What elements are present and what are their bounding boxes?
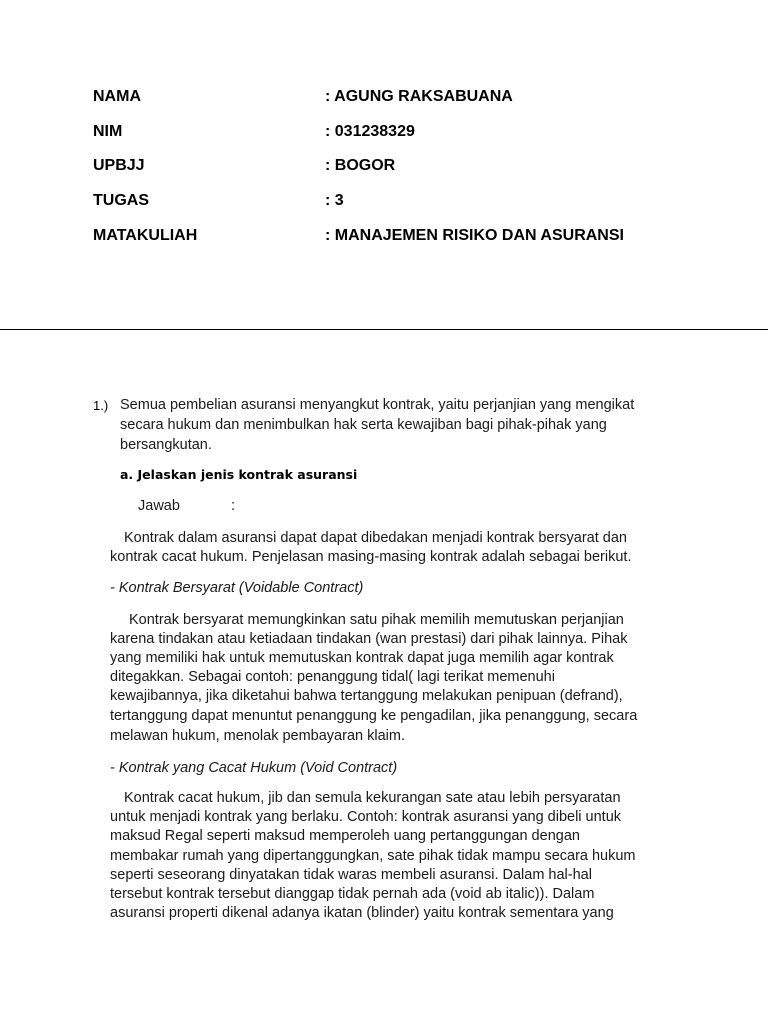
paragraph-line: melawan hukum, menolak pembayaran klaim. <box>110 728 405 744</box>
header-value: : BOGOR <box>325 157 396 174</box>
question-number: 1.) <box>93 398 109 413</box>
answer-label: Jawab <box>138 498 180 514</box>
header-label: NIM <box>93 123 123 140</box>
header-row-upbjj <box>93 154 733 178</box>
section-heading: - Kontrak Bersyarat (Voidable Contract) <box>110 580 364 596</box>
paragraph-line: kewajibannya, jika diketahui bahwa tertanggung melakukan penipuan (defrand), <box>110 688 623 704</box>
header-label: MATAKULIAH <box>93 227 198 244</box>
header-label: UPBJJ <box>93 157 145 174</box>
paragraph-line: yang memiliki hak untuk memutuskan kontrak dapat juga memilih agar kontrak <box>110 650 614 666</box>
answer-intro-line: kontrak cacat hukum. Penjelasan masing-masing kontrak adalah sebagai berikut. <box>110 549 632 565</box>
question-line: bersangkutan. <box>120 437 212 453</box>
section-heading: - Kontrak yang Cacat Hukum (Void Contract) <box>110 760 398 776</box>
header-value: : 031238329 <box>325 123 415 140</box>
header-row-matakuliah <box>93 224 733 248</box>
paragraph-line: seperti seseorang dinyatakan tidak waras membeli asuransi. Dalam hal-hal <box>110 867 592 883</box>
paragraph-line: untuk menjadi kontrak yang berlaku. Contoh: kontrak asuransi yang dibeli untuk <box>110 809 622 825</box>
header-label: NAMA <box>93 88 141 105</box>
paragraph-line: asuransi properti dikenal adanya ikatan (blinder) yaitu kontrak sementara yang <box>110 905 614 921</box>
header-row-tugas <box>93 189 733 213</box>
header-row-nama <box>93 85 733 109</box>
header-row-nim <box>93 120 733 144</box>
paragraph-line: maksud Regal seperti maksud memperoleh uang pertanggungan dengan <box>110 828 580 844</box>
question-sub-heading: a. Jelaskan jenis kontrak asuransi <box>120 467 358 482</box>
paragraph-line: membakar rumah yang dipertanggungkan, sate pihak tidak mampu secara hukum <box>110 848 636 864</box>
paragraph-line: Kontrak cacat hukum, jib dan semula kekurangan sate atau lebih persyaratan <box>124 790 621 806</box>
paragraph-line: tertanggung dapat menuntut penanggung ke pengadilan, jika penanggung, secara <box>110 708 638 724</box>
paragraph-line: ditegakkan. Sebagai contoh: penanggung tidal( lagi terikat memenuhi <box>110 669 555 685</box>
header-label: TUGAS <box>93 192 149 209</box>
paragraph-line: karena tindakan atau ketiadaan tindakan (wan prestasi) dari pihak lainnya. Pihak <box>110 631 628 647</box>
answer-colon: : <box>231 498 236 514</box>
header-value: : AGUNG RAKSABUANA <box>325 88 513 105</box>
paragraph-line: Kontrak bersyarat memungkinkan satu pihak memilih memutuskan perjanjian <box>129 612 624 628</box>
header-value: : MANAJEMEN RISIKO DAN ASURANSI <box>325 227 624 244</box>
answer-label-row <box>138 496 236 516</box>
header-value: : 3 <box>325 192 344 209</box>
answer-intro-line: Kontrak dalam asuransi dapat dapat dibedakan menjadi kontrak bersyarat dan <box>124 530 627 546</box>
question-line: Semua pembelian asuransi menyangkut kontrak, yaitu perjanjian yang mengikat <box>120 397 635 413</box>
paragraph-line: tersebut kontrak tersebut dianggap tidak pernah ada (void ab italic)). Dalam <box>110 886 595 902</box>
horizontal-divider <box>0 329 768 330</box>
question-line: secara hukum dan menimbulkan hak serta kewajiban bagi pihak-pihak yang <box>120 417 607 433</box>
